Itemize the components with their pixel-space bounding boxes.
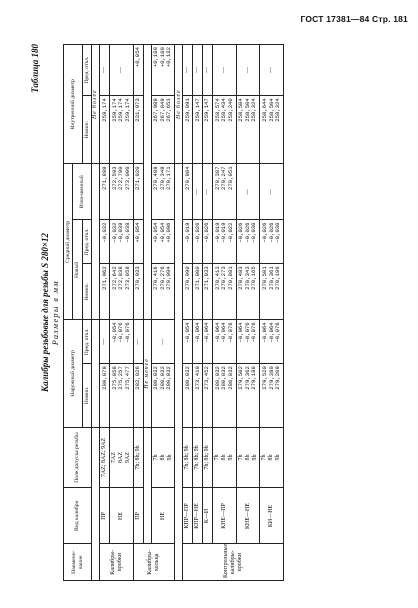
- cell-nar-nom: 280,032 280,032 280,032: [151, 364, 175, 427]
- cell-vid: НЕ: [110, 488, 134, 544]
- cell-sn-pred: −0,019: [183, 220, 193, 264]
- cell-vn-pred: —: [110, 45, 134, 96]
- table-row: [203, 45, 213, 581]
- cell-nar-nom: 280,078: [100, 364, 110, 427]
- table-row: [100, 45, 110, 581]
- cell-nar-pred: −0,054 −0,076 −0,076: [110, 320, 134, 364]
- cell-vn-nom: 259,147: [203, 96, 213, 164]
- col-sred: Средний диаметр: [64, 164, 73, 320]
- cell-sn-pred: −0,026 −0,026 −0,030: [236, 220, 260, 264]
- cell-vn-pred: —: [193, 45, 203, 96]
- cell-sn-pred: −0,032: [100, 220, 110, 264]
- table-row: [151, 45, 175, 581]
- cell-sizn: —: [203, 164, 213, 220]
- cell-sizn: 272,593 272,780 273,000: [110, 164, 134, 220]
- table-row: [183, 45, 193, 581]
- cell-nar-pred: —: [151, 320, 175, 364]
- table-row: [133, 45, 143, 581]
- cell-nar-pred: —: [133, 320, 143, 364]
- table-row: [193, 45, 203, 581]
- cell-vid: ПР: [100, 488, 110, 544]
- group-label-g2: Калибры-кольца: [133, 544, 175, 581]
- cell-sn-nom: 270,413 270,273 270,081: [213, 264, 237, 320]
- cell-vn-nom: 258,644 258,504 258,324: [260, 96, 284, 164]
- col-nar: Наружный диаметр: [64, 320, 83, 427]
- col-iznosh: Изно-шенный: [73, 164, 92, 220]
- cell-pole: 7AZ 8AZ 9AZ: [110, 427, 134, 488]
- cell-pole: 7h; 8h; 9h: [203, 427, 213, 488]
- cell-sn-nom: 272,642 272,838 273,058: [110, 264, 134, 320]
- table-row: [213, 45, 237, 581]
- group-label-g1: Калибры-пробки: [100, 544, 134, 581]
- cell-vid: ПР: [133, 488, 143, 544]
- cell-nar-pred: —: [100, 320, 110, 364]
- cell-sn-nom: 270,933: [133, 264, 143, 320]
- cell-vn-nom: 231,973: [133, 96, 143, 164]
- table-row: [110, 45, 134, 581]
- col-naim: Наимено-вание: [64, 544, 92, 581]
- cell-pole: 7h 8h 9h: [151, 427, 175, 488]
- col-vnut: Внутренний диаметр: [64, 45, 83, 164]
- cell-sizn: —: [236, 164, 260, 220]
- col-nar-nom: Номин.: [82, 364, 91, 427]
- table-subtitle: Размеры в мм: [51, 279, 60, 346]
- cell-nar-pred: −0,064 −0,064 −0,076: [260, 320, 284, 364]
- table-row: [236, 45, 260, 581]
- cell-pole: 7h; 8h; 9h: [183, 427, 193, 488]
- note-row-ne-menee: [143, 45, 151, 581]
- cell-pole: 7h; 8h; 9h: [133, 427, 143, 488]
- cell-sn-pred: −0,026: [203, 220, 213, 264]
- note-row-ne-bolee: [175, 45, 183, 581]
- cell-vn-nom: 259,174 259,174 259,174: [110, 96, 134, 164]
- cell-sn-nom: 271,000: [193, 264, 203, 320]
- col-vn-nom: Номин.: [82, 96, 91, 164]
- col-vn-pred: Пред. откл.: [82, 45, 91, 96]
- cell-vn-nom: 259,091: [183, 96, 193, 164]
- cell-sn-pred: −0,026: [193, 220, 203, 264]
- cell-sizn: 270,387 270,247 270,051: [213, 164, 237, 220]
- rotated-table-area: [30, 40, 390, 585]
- note-ne-menee: Не менее: [143, 320, 151, 427]
- cell-sn-nom: 270,416 270,276 270,084: [151, 264, 175, 320]
- cell-vn-pred: —: [183, 45, 193, 96]
- cell-vn-pred: —: [236, 45, 260, 96]
- cell-pole: 7h 8h 9h: [236, 427, 260, 488]
- cell-vn-pred: +0,054: [133, 45, 143, 96]
- cell-nar-nom: 280,032: [183, 364, 193, 427]
- cell-vn-nom: 267,989 267,849 267,651: [151, 96, 175, 164]
- cell-vn-nom: 258,574 258,434 258,240: [213, 96, 237, 164]
- cell-nar-nom: 282,826: [133, 364, 143, 427]
- cell-sizn: —: [260, 164, 284, 220]
- cell-vid: КПР—ПР: [183, 488, 193, 544]
- col-sn-pred: Пред. откл.: [82, 220, 91, 264]
- cell-nar-pred: −0,054: [183, 320, 193, 364]
- cell-nar-pred: −0,064 −0,064 −0,076: [213, 320, 237, 364]
- page-header: ГОСТ 17381—84 Стр. 181: [300, 14, 408, 24]
- cell-sn-pred: +0,054 +0,054 +0,096: [151, 220, 175, 264]
- cell-sn-nom: 271,962: [100, 264, 110, 320]
- cell-nar-nom: 279,502 279,362 279,188: [236, 364, 260, 427]
- gauge-table: [63, 44, 284, 581]
- cell-vid: КНЕ—ПР: [213, 488, 237, 544]
- cell-vn-pred: —: [100, 45, 110, 96]
- table-row: [260, 45, 284, 581]
- cell-sn-pred: +0,054: [133, 220, 143, 264]
- cell-vn-pred: —: [213, 45, 237, 96]
- cell-vid: КПР—НЕ: [193, 488, 203, 544]
- note-ne-bolee-top: Не более: [92, 45, 100, 164]
- cell-sn-pred: −0,019 −0,019 −0,022: [213, 220, 237, 264]
- cell-nar-nom: 275,058 275,257 275,477: [110, 364, 134, 427]
- cell-sizn: —: [193, 164, 203, 220]
- cell-vn-pred: —: [260, 45, 284, 96]
- col-nar-pred: Пред. откл.: [82, 320, 91, 364]
- cell-vn-nom: 258,504 258,504 258,324: [236, 96, 260, 164]
- cell-sizn: 271,020: [133, 164, 143, 220]
- cell-sn-nom: 270,501 270,361 270,186: [260, 264, 284, 320]
- cell-pole: 7h 8h 9h: [213, 427, 237, 488]
- cell-pole: 7AZ; 8AZ; 9AZ: [100, 427, 110, 488]
- table-title: Калибры резьбовые для резьбы S 280×12: [40, 233, 50, 392]
- cell-sn-pred: −0,032 −0,038 −0,038: [110, 220, 134, 264]
- cell-sizn: 270,488 270,348 270,171: [151, 164, 175, 220]
- cell-vid: НЕ: [151, 488, 175, 544]
- col-sn-nom: Номин.: [82, 264, 91, 320]
- cell-vid: К—И: [203, 488, 213, 544]
- group-label-g3: Контрольные калибры-пробки: [183, 544, 284, 581]
- cell-pole: 7h; 8h; 9h: [193, 427, 203, 488]
- cell-nar-pred: −0,064 −0,076 −0,076: [236, 320, 260, 364]
- cell-vn-pred: —: [203, 45, 213, 96]
- cell-pole: 7h 8h 9h: [260, 427, 284, 488]
- col-novyi: Новый: [73, 220, 82, 320]
- cell-sn-pred: −0,026 −0,026 −0,030: [260, 220, 284, 264]
- table-body: [92, 45, 284, 581]
- cell-vid: КНЕ—НЕ: [236, 488, 260, 544]
- cell-vn-nom: 259,174: [100, 96, 110, 164]
- cell-nar-pred: −0,064: [203, 320, 213, 364]
- cell-sn-nom: 271,033: [203, 264, 213, 320]
- table-number: Таблица 180: [30, 44, 40, 93]
- cell-nar-nom: 279,520 279,380 279,209: [260, 364, 284, 427]
- col-pole: Поле допуска резьбы: [64, 427, 92, 488]
- cell-sn-nom: 270,483 270,343 270,165: [236, 264, 260, 320]
- cell-sizn: 271,898: [100, 164, 110, 220]
- cell-nar-nom: 273,452: [203, 364, 213, 427]
- cell-sn-nom: 270,990: [183, 264, 193, 320]
- cell-vn-nom: 259,147: [193, 96, 203, 164]
- cell-nar-pred: −0,064: [193, 320, 203, 364]
- note-ne-bolee: Не более: [175, 45, 183, 164]
- note-row-top: [92, 45, 100, 581]
- cell-vn-pred: +0,108 +0,108 +0,132: [151, 45, 175, 96]
- cell-nar-nom: 273,419: [193, 364, 203, 427]
- cell-vid: КИ—НЕ: [260, 488, 284, 544]
- cell-sizn: 270,904: [183, 164, 193, 220]
- col-vid: Вид калибра: [64, 488, 92, 544]
- cell-nar-nom: 280,032 280,032 280,032: [213, 364, 237, 427]
